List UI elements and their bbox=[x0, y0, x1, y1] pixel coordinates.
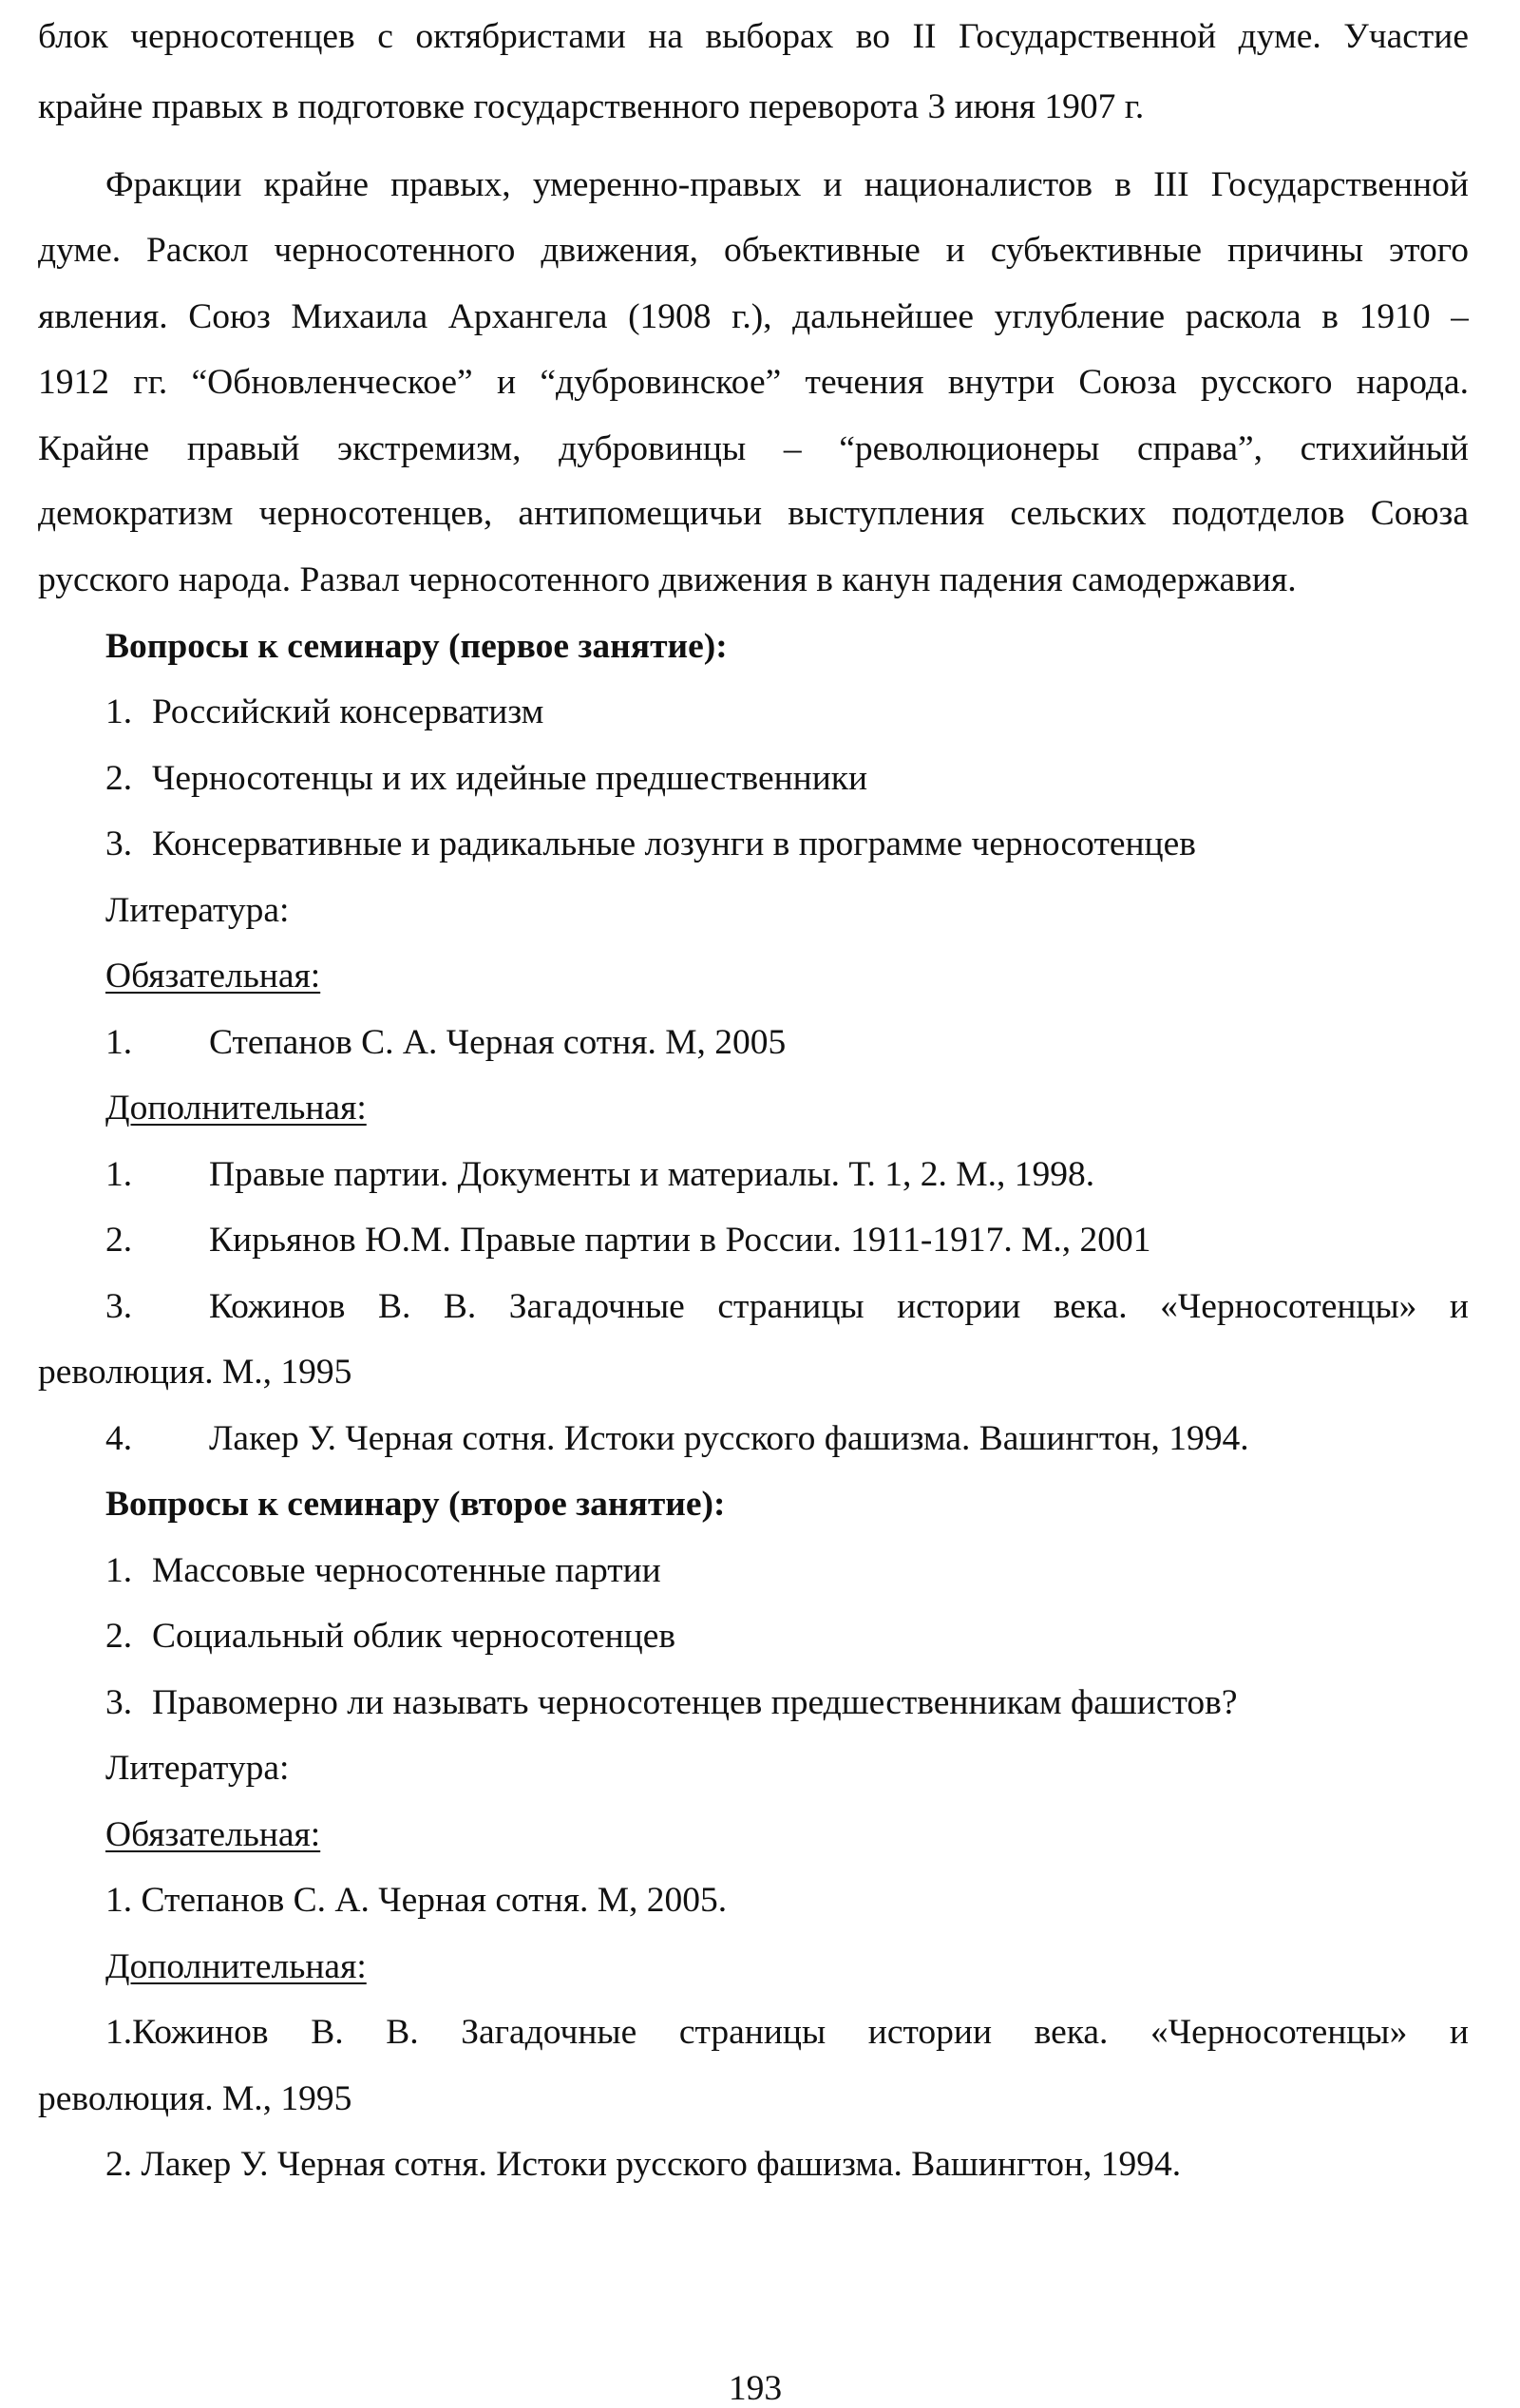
paragraph-line-4: 1912 гг. “Обновленческое” и “дубровинское” течения внутри Союза русского народа. bbox=[38, 365, 1469, 402]
page-number: 193 bbox=[728, 2369, 783, 2408]
paragraph-line-1: Фракции крайне правых, умеренно-правых и националистов в III Государственной bbox=[105, 167, 1469, 204]
paragraph-line-6: демократизм черносотенцев, антипомещичьи выступления сельских подотделов Союза bbox=[38, 496, 1469, 533]
paragraph-line-3: явления. Союз Михаила Архангела (1908 г.), дальнейшее углубление раскола в 1910 – bbox=[38, 299, 1469, 336]
paragraph-line-2: думе. Раскол черносотенного движения, объективные и субъективные причины этого bbox=[38, 233, 1469, 270]
document-page: блок черносотенцев с октябристами на выборах во II Государственной думе. Участие крайне правых в подготовке государственного переворота 3 июня 1907 г. Фракции крайне правых, умеренно-правых и националистов в III Государственной думе. Раскол черносотенного движения, объективные и субъективные причины этого явления. Союз Михаила Архангела (1908 г.), дальнейшее углубление раскола в 1910 – 1912 гг. “Обновленческое” и “дубровинское” течения внутри Союза русского народа. Крайне правый экстремизм, дубровинцы – “революционеры справа”, стихийный демократизм черносотенцев, антипомещичьи выступления сельских подотделов Союза русского народа. Развал черносотенного движения в канун падения самодержавия. Вопросы к семинару (первое занятие): 1. Российский консерватизм 2. Черносотенцы и их идейные предшественники 3. Консервативные и радикальные лозунги в программе черносотенцев Литература: Обязательная: 1. Степанов С. А. Черная сотня. М, 2005 Дополнительная: 1. Правые партии. Документы и материалы. Т. 1, 2. М., 1998. 2. Кирьянов Ю.М. Правые партии в России. 1911-1917. М., 2001 3. Кожинов В. В. Загадочные страницы истории века. «Черносотенцы» и революция. М., 1995 4. Лакер У. Черная сотня. Истоки русского фашизма. Вашингтон, 1994. Вопросы к семинару (второе занятие): 1. Массовые черносотенные партии 2. Социальный облик черносотенцев 3. Правомерно ли называть черносотенцев предшественникам фашистов? Литература: Обязательная: 1. Степанов С. А. Черная сотня. М, 2005. Дополнительная: 1.Кожинов В. В. Загадочные страницы истории века. «Черносотенцы» и революция. М., 1995 2. Лакер У. Черная сотня. Истоки русского фашизма. Вашингтон, 1994. 193 bbox=[0, 0, 1520, 2401]
intro-line-1: блок черносотенцев с октябристами на выборах во II Государственной думе. Участие bbox=[38, 19, 1469, 56]
paragraph-line-5: Крайне правый экстремизм, дубровинцы – “революционеры справа”, стихийный bbox=[38, 431, 1469, 468]
